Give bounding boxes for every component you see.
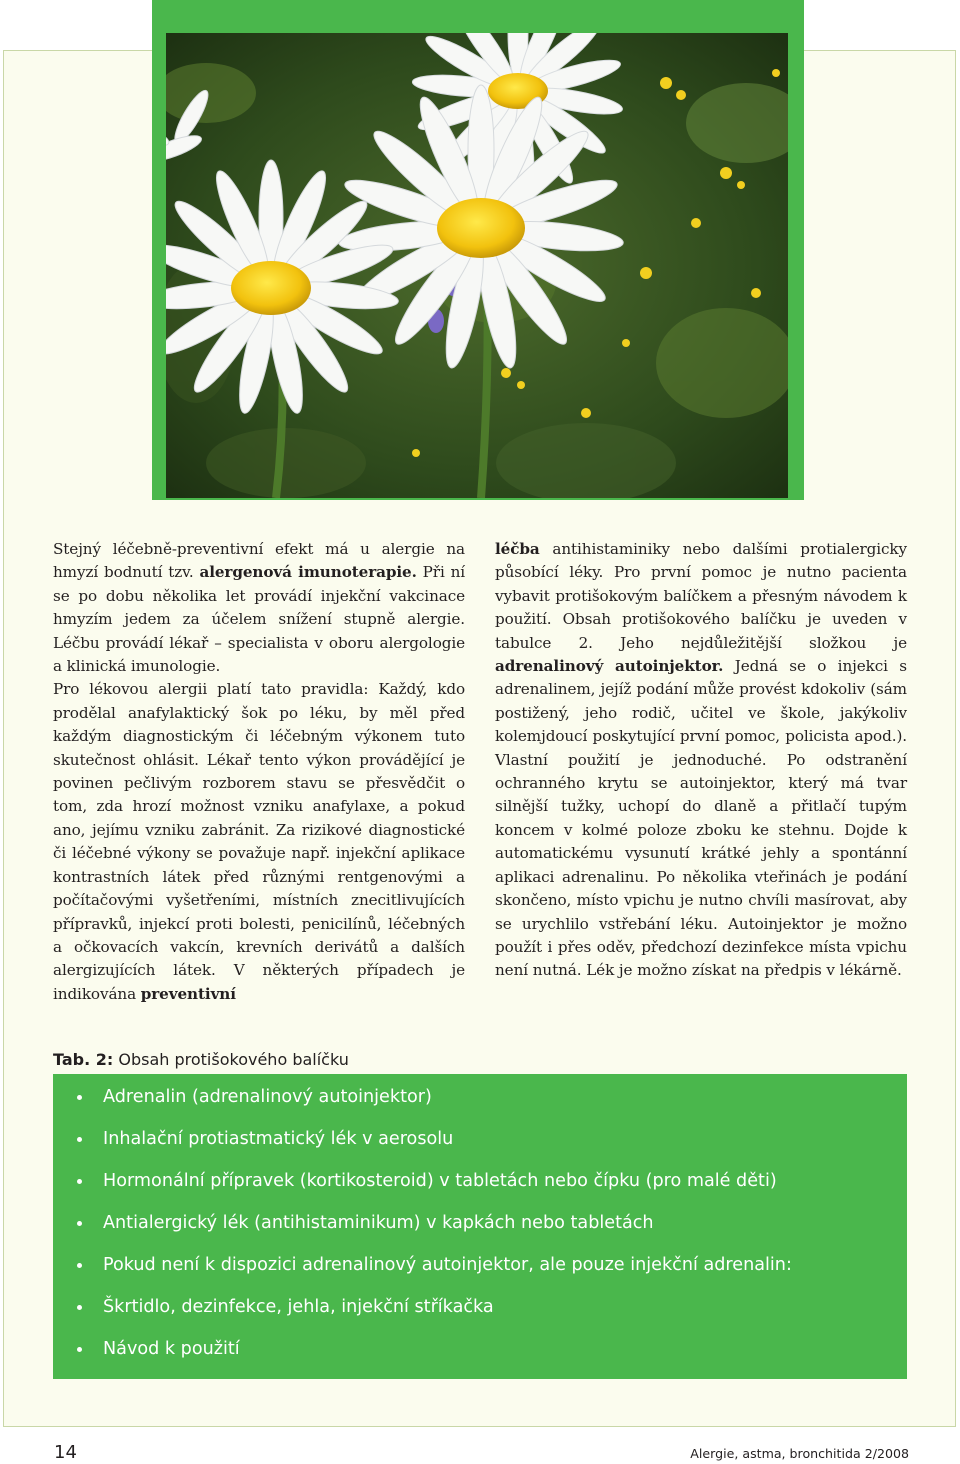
page-number: 14 xyxy=(54,1442,77,1463)
table-item-text: Hormonální přípravek (kortikosteroid) v tabletách nebo čípku (pro malé děti) xyxy=(103,1171,777,1191)
table-item-text: Inhalační protiastmatický lék v aerosolu xyxy=(103,1129,454,1149)
term-lecba: léčba xyxy=(495,540,540,558)
bullet-icon xyxy=(77,1095,82,1100)
bullet-icon xyxy=(77,1305,82,1310)
article-column-right xyxy=(495,538,907,983)
table-item-list xyxy=(53,1085,907,1361)
term-adrenalinovy-autoinjektor: adrenalinový autoinjektor. xyxy=(495,657,724,676)
table-label: Tab. 2: xyxy=(53,1050,114,1069)
bullet-icon xyxy=(77,1137,82,1142)
bullet-icon xyxy=(77,1263,82,1268)
article-column-left xyxy=(53,538,465,1006)
paragraph-right-1 xyxy=(495,538,907,983)
table-item-text: Škrtidlo, dezinfekce, jehla, injekční stříkačka xyxy=(103,1297,494,1317)
table-item-text: Antialergický lék (antihistaminikum) v kapkách nebo tabletách xyxy=(103,1213,654,1233)
bullet-icon xyxy=(77,1347,82,1352)
text-run: Při ní se po dobu několika let provádí injekční vakcinace hmyzím jedem za účelem snížení stupně alergie. Léčbu provádí lékař – specialista v oboru alergologie a klinická imunologie. xyxy=(53,563,466,676)
text-run: Stejný léčebně-preventivní efekt má u alergie na hmyzí bodnutí tzv. xyxy=(53,540,465,582)
term-preventivni: preventivní xyxy=(140,984,236,1003)
table-item xyxy=(53,1169,907,1193)
table-item xyxy=(53,1337,907,1361)
paragraph-left-2 xyxy=(53,678,465,1006)
paragraph-left-1 xyxy=(53,538,465,678)
table-item-text: Adrenalin (adrenalinový autoinjektor) xyxy=(103,1087,432,1107)
table-title: Obsah protišokového balíčku xyxy=(113,1050,349,1069)
table-item xyxy=(53,1127,907,1151)
table-item xyxy=(53,1253,907,1277)
bullet-icon xyxy=(77,1221,82,1226)
bullet-icon xyxy=(77,1179,82,1184)
table-item xyxy=(53,1211,907,1235)
table-item xyxy=(53,1295,907,1319)
table-caption xyxy=(53,1049,349,1071)
daisy-photo xyxy=(166,33,788,498)
journal-name: Alergie, astma, bronchitida 2/2008 xyxy=(690,1446,909,1461)
text-run: antihistaminiky nebo dalšími protialergicky působící léky. Pro první pomoc je nutno pacienta vybavit protišokovým balíčkem a přesným návodem k použití. Obsah protišokového balíčku je uveden v tabulce 2. Jeho nejdůležitější složkou je xyxy=(495,540,907,652)
daisy-photo-illustration xyxy=(166,33,788,498)
text-run: Jedná se o injekci s adrenalinem, jejíž podání může provést kdokoliv (sám postižený, jeho rodič, učitel ve škole, jakýkoliv kolemjdoucí poskytující první pomoc, policista apod.). Vlastní použití je jednoduché. Po odstranění ochranného krytu se autoinjektor, který má tvar silnější tužky, uchopí do dlaně a přitlačí tupým koncem v kolmé poloze zboku ke stehnu. Dojde k automatickému vysunutí krátké jehly a spontánní aplikaci adrenalinu. Po několika vteřinách je podání skončeno, místo vpichu je nutno chvíli masírovat, aby se urychlilo vstřebání léku. Autoinjektor je možno použít i přes oděv, předchozí dezinfekce místa vpichu není nutná. Lék je možno získat na předpis v lékárně. xyxy=(495,657,907,980)
text-run: Pro lékovou alergii platí tato pravidla: Každý, kdo prodělal anafylaktický šok po léku, by měl před každým diagnostickým či léčebným výkonem tuto skutečnost ohlásit. Lékař tento výkon provádějící je povinen pečlivým rozborem stavu se přesvědčit o tom, zda hrozí možnost vzniku anafylaxe, a pokud ano, jejímu vzniku zabránit. Za rizikové diagnostické či léčebné výkony se považuje např. injekční aplikace kontrastních látek před různými rentgenovými a počítačovými vyšetřeními, místních znecitlivujících přípravků, injekcí proti bolesti, penicilínů, léčebných a očkovacích vakcín, krevních derivátů a dalších alergizujících látek. V některých případech je indikována xyxy=(53,680,465,1003)
table-item-text: Návod k použití xyxy=(103,1339,240,1359)
table-item xyxy=(53,1085,907,1109)
term-alergenova-imunoterapie: alergenová imunoterapie. xyxy=(199,563,417,582)
table-item-text: Pokud není k dispozici adrenalinový autoinjektor, ale pouze injekční adrenalin: xyxy=(103,1255,792,1275)
table-box xyxy=(53,1074,907,1379)
